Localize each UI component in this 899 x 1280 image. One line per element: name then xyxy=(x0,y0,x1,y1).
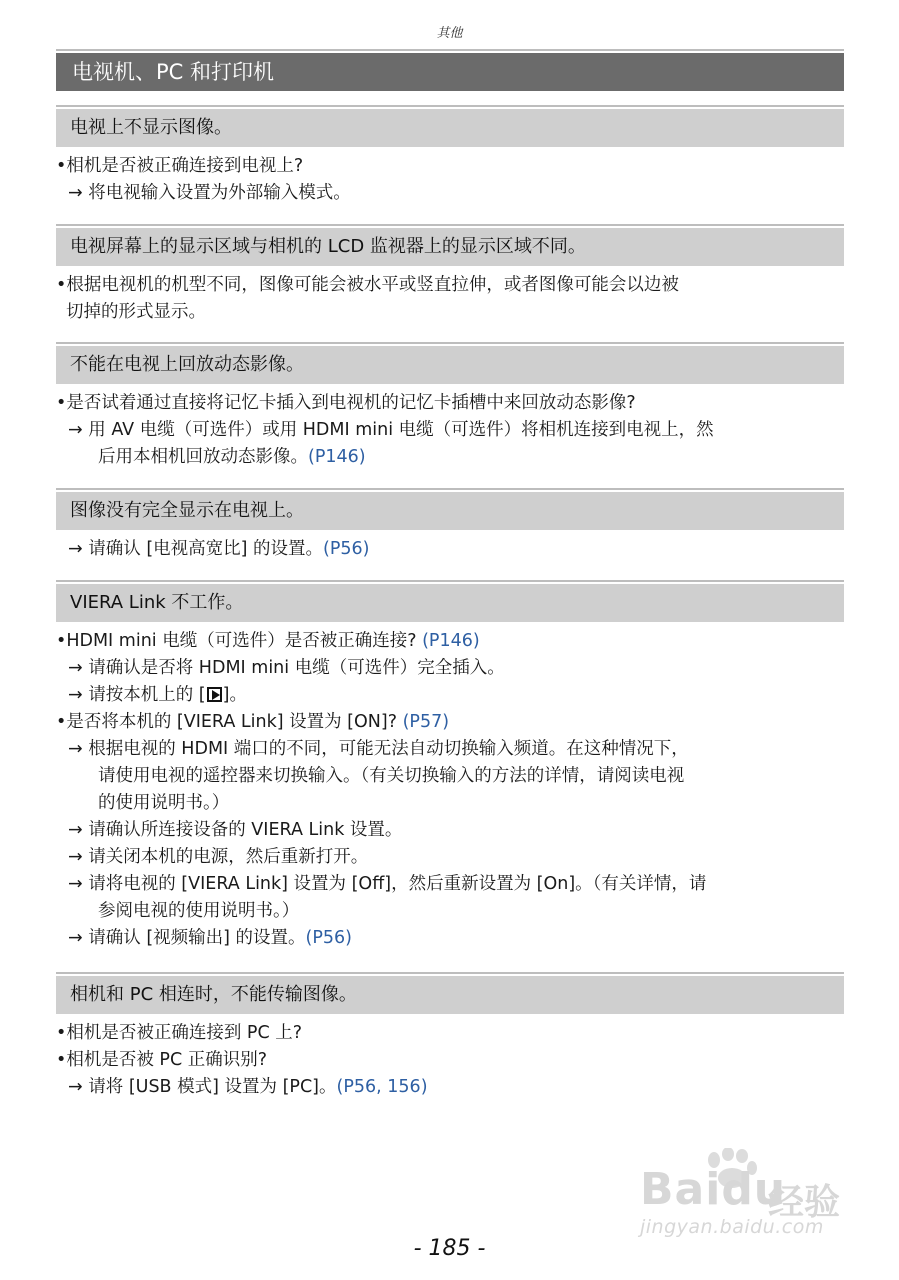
arrow-icon: → xyxy=(68,183,83,203)
arrow-icon: → xyxy=(68,739,83,759)
play-icon xyxy=(207,687,222,702)
line-text: 请确认所连接设备的 VIERA Link 设置。 xyxy=(88,820,403,840)
list-item-continuation xyxy=(56,444,844,471)
line-text: 请使用电视的遥控器来切换输入。（有关切换输入的方法的详情，请阅读电视 xyxy=(98,766,685,786)
line-text: 根据电视的 HDMI 端口的不同，可能无法自动切换输入频道。在这种情况下， xyxy=(88,739,689,759)
running-header: 其他 xyxy=(436,26,463,41)
line-text: 请关闭本机的电源，然后重新打开。 xyxy=(88,847,369,867)
section-heading: 电视上不显示图像。 xyxy=(56,109,844,147)
bullet-marker: • xyxy=(56,393,67,413)
section-no-video-playback xyxy=(56,346,844,471)
section-pc-transfer xyxy=(56,976,844,1101)
list-item xyxy=(56,180,844,207)
line-text: 参阅电视的使用说明书。） xyxy=(98,901,300,921)
line-text: 将电视输入设置为外部输入模式。 xyxy=(88,183,351,203)
line-text: 根据电视机的机型不同，图像可能会被水平或竖直拉伸，或者图像可能会以边被 xyxy=(66,275,679,295)
line-text: HDMI mini 电缆（可选件）是否被正确连接? xyxy=(66,631,417,651)
page-reference-link[interactable]: (P56) xyxy=(305,928,353,948)
list-item xyxy=(56,817,844,844)
arrow-icon: → xyxy=(68,847,83,867)
list-item xyxy=(56,153,844,180)
line-text: 请按本机上的 [ xyxy=(88,685,206,705)
section-heading: 图像没有完全显示在电视上。 xyxy=(56,492,844,530)
line-text: 是否试着通过直接将记忆卡插入到电视机的记忆卡插槽中来回放动态影像? xyxy=(66,393,636,413)
arrow-icon: → xyxy=(68,1077,83,1097)
line-text: 相机是否被正确连接到 PC 上? xyxy=(66,1023,303,1043)
baidu-jingyan-watermark xyxy=(640,1148,870,1248)
line-text: 是否将本机的 [VIERA Link] 设置为 [ON]? xyxy=(66,712,397,732)
section-viera-link xyxy=(56,584,844,952)
bullet-marker: • xyxy=(56,631,67,651)
page-reference-link[interactable]: (P146) xyxy=(422,631,480,651)
list-item xyxy=(56,844,844,871)
section-tv-no-image xyxy=(56,109,844,207)
watermark-brand: Baidu xyxy=(640,1164,787,1215)
section-image-not-fully-shown xyxy=(56,492,844,563)
line-text: 请将 [USB 模式] 设置为 [PC]。 xyxy=(88,1077,337,1097)
section-display-area xyxy=(56,228,844,326)
list-item xyxy=(56,925,844,952)
list-item xyxy=(56,1020,844,1047)
list-item xyxy=(56,417,844,444)
line-text: 相机是否被 PC 正确识别? xyxy=(66,1050,268,1070)
section-heading: 相机和 PC 相连时，不能传输图像。 xyxy=(56,976,844,1014)
list-item xyxy=(56,390,844,417)
section-heading: 电视屏幕上的显示区域与相机的 LCD 监视器上的显示区域不同。 xyxy=(56,228,844,266)
line-text: 切掉的形式显示。 xyxy=(66,302,206,322)
page-number: - 185 - xyxy=(413,1236,486,1261)
line-text: ]。 xyxy=(222,685,247,705)
bullet-marker: • xyxy=(56,712,67,732)
list-item xyxy=(56,536,844,563)
line-text: 请确认是否将 HDMI mini 电缆（可选件）完全插入。 xyxy=(88,658,505,678)
page-reference-link[interactable]: (P146) xyxy=(308,447,366,467)
line-text: 请确认 [视频输出] 的设置。 xyxy=(88,928,306,948)
line-text: 相机是否被正确连接到电视上? xyxy=(66,156,304,176)
list-item xyxy=(56,272,844,299)
list-item-continuation xyxy=(56,299,844,326)
list-item xyxy=(56,1047,844,1074)
list-item xyxy=(56,871,844,898)
bullet-marker: • xyxy=(56,275,67,295)
arrow-icon: → xyxy=(68,420,83,440)
list-item-continuation xyxy=(56,898,844,925)
arrow-icon: → xyxy=(68,820,83,840)
arrow-icon: → xyxy=(68,928,83,948)
list-item xyxy=(56,736,844,763)
chapter-title: 电视机、PC 和打印机 xyxy=(56,53,844,91)
list-item xyxy=(56,709,844,736)
section-heading: VIERA Link 不工作。 xyxy=(56,584,844,622)
watermark-url: jingyan.baidu.com xyxy=(640,1216,824,1238)
section-heading: 不能在电视上回放动态影像。 xyxy=(56,346,844,384)
line-text: 的使用说明书。） xyxy=(98,793,230,813)
list-item-continuation xyxy=(56,763,844,790)
list-item-continuation xyxy=(56,790,844,817)
list-item xyxy=(56,1074,844,1101)
arrow-icon: → xyxy=(68,685,83,705)
list-item xyxy=(56,655,844,682)
watermark-cn: 经验 xyxy=(768,1182,841,1223)
list-item xyxy=(56,628,844,655)
line-text: 请确认 [电视高宽比] 的设置。 xyxy=(88,539,324,559)
arrow-icon: → xyxy=(68,658,83,678)
list-item xyxy=(56,682,844,709)
page-reference-link[interactable]: (P56, 156) xyxy=(336,1077,428,1097)
bullet-marker: • xyxy=(56,156,67,176)
page-reference-link[interactable]: (P56) xyxy=(323,539,370,559)
bullet-marker: • xyxy=(56,1023,67,1043)
arrow-icon: → xyxy=(68,539,83,559)
page-reference-link[interactable]: (P57) xyxy=(402,712,450,732)
arrow-icon: → xyxy=(68,874,83,894)
line-text: 用 AV 电缆（可选件）或用 HDMI mini 电缆（可选件）将相机连接到电视上，然 xyxy=(88,420,714,440)
bullet-marker: • xyxy=(56,1050,67,1070)
line-text: 后用本相机回放动态影像。 xyxy=(98,447,308,467)
line-text: 请将电视的 [VIERA Link] 设置为 [Off]，然后重新设置为 [On]。（有关详情，请 xyxy=(88,874,707,894)
